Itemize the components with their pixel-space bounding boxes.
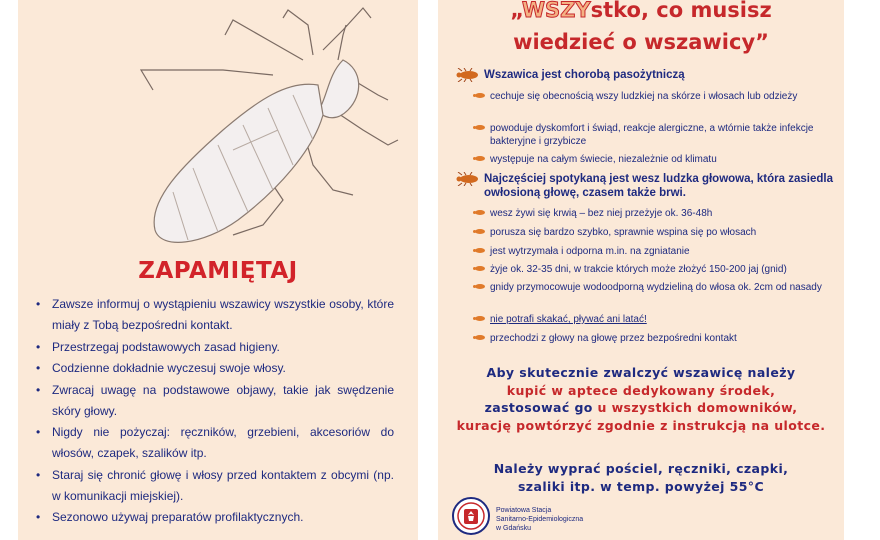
louse-illustration (113, 0, 413, 250)
list-item: • Zawsze informuj o wystąpieniu wszawicy wszystkie osoby, które miały z Tobą bezpośredni kontakt. (36, 294, 394, 336)
right-panel (438, 0, 844, 540)
laundry-instructions: Należy wyprać pościel, ręczniki, czapki, szaliki itp. w temp. powyżej 55°C (493, 461, 789, 494)
page-title: „WSZYstko, co musisz (510, 0, 772, 22)
louse-icon (472, 246, 486, 255)
list-item: • Staraj się chronić głowę i włosy przed kontaktem z obcymi (np. w komunikacji miejskiej). (36, 465, 394, 507)
list-item: • Codzienne dokładnie wyczesuj swoje włosy. (36, 358, 394, 379)
louse-icon (472, 333, 486, 342)
list-item: nie potrafi skakać, pływać ani latać! (490, 313, 830, 326)
bullet-icon: • (36, 297, 41, 311)
list-item: powoduje dyskomfort i świąd, reakcje alergiczne, a wtórnie także infekcje bakteryjne i grzybicze (490, 122, 830, 148)
sanepid-logo-icon (452, 497, 490, 535)
list-item: występuje na całym świecie, niezależnie od klimatu (490, 153, 830, 166)
louse-icon (454, 68, 480, 82)
list-item: żyje ok. 32-35 dni, w trakcie których może złożyć 150-200 jaj (gnid) (490, 263, 830, 276)
page-title-line2: wiedzieć o wszawicy” (513, 30, 769, 54)
louse-icon (472, 264, 486, 273)
bullet-icon: • (36, 339, 41, 354)
list-item: • Zwracaj uwagę na podstawowe objawy, takie jak swędzenie skóry głowy. (36, 380, 394, 422)
list-item: jest wytrzymała i odporna m.in. na zgniatanie (490, 245, 830, 258)
list-item: • Przestrzegaj podstawowych zasad higieny. (36, 337, 394, 358)
list-item: • Nigdy nie pożyczaj: ręczników, grzebieni, akcesoriów do włosów, czapek, szalików itp. (36, 422, 394, 464)
louse-icon (454, 172, 480, 186)
list-item: cechuje się obecnością wszy ludzkiej na skórze i włosach lub odzieży (490, 90, 830, 103)
louse-icon (472, 227, 486, 236)
remember-heading: ZAPAMIĘTAJ (138, 258, 298, 284)
louse-icon (472, 154, 486, 163)
list-item: przechodzi z głowy na głowę przez bezpośredni kontakt (490, 332, 830, 345)
list-item: porusza się bardzo szybko, sprawnie wspina się po włosach (490, 226, 830, 239)
section-heading-disease: Wszawica jest chorobą pasożytniczą (458, 68, 838, 82)
louse-icon (472, 91, 486, 100)
bullet-icon: • (36, 467, 41, 482)
bullet-icon: • (36, 361, 41, 375)
louse-icon (472, 123, 486, 132)
bullet-icon: • (36, 510, 41, 524)
bullet-icon: • (36, 382, 41, 397)
bullet-icon: • (36, 425, 41, 439)
treatment-instructions: Aby skutecznie zwalczyć wszawicę należy kupić w aptece dedykowany środek, zastosować go u wszystkich domowników, kurację powtórzyć zgodnie z instrukcją na ulotce. (456, 365, 826, 433)
list-item: gnidy przymocowuje wodoodporną wydzieliną do włosa ok. 2cm od nasady (490, 281, 830, 294)
list-item: • Sezonowo używaj preparatów profilaktycznych. (36, 507, 394, 528)
organization-name: Powiatowa Stacja Sanitarno-Epidemiologiczna w Gdańsku (496, 507, 584, 532)
prevention-tips-list (36, 294, 394, 529)
louse-icon (472, 282, 486, 291)
section-heading-head-louse: Najczęściej spotykaną jest wesz ludzka głowowa, która zasiedla owłosioną głowę, czasem także brwi. (458, 172, 838, 200)
left-panel (18, 0, 418, 540)
list-item: wesz żywi się krwią – bez niej przeżyje ok. 36-48h (490, 207, 830, 220)
louse-icon (472, 314, 486, 323)
louse-icon (472, 208, 486, 217)
title-highlight: WSZY (521, 0, 591, 22)
